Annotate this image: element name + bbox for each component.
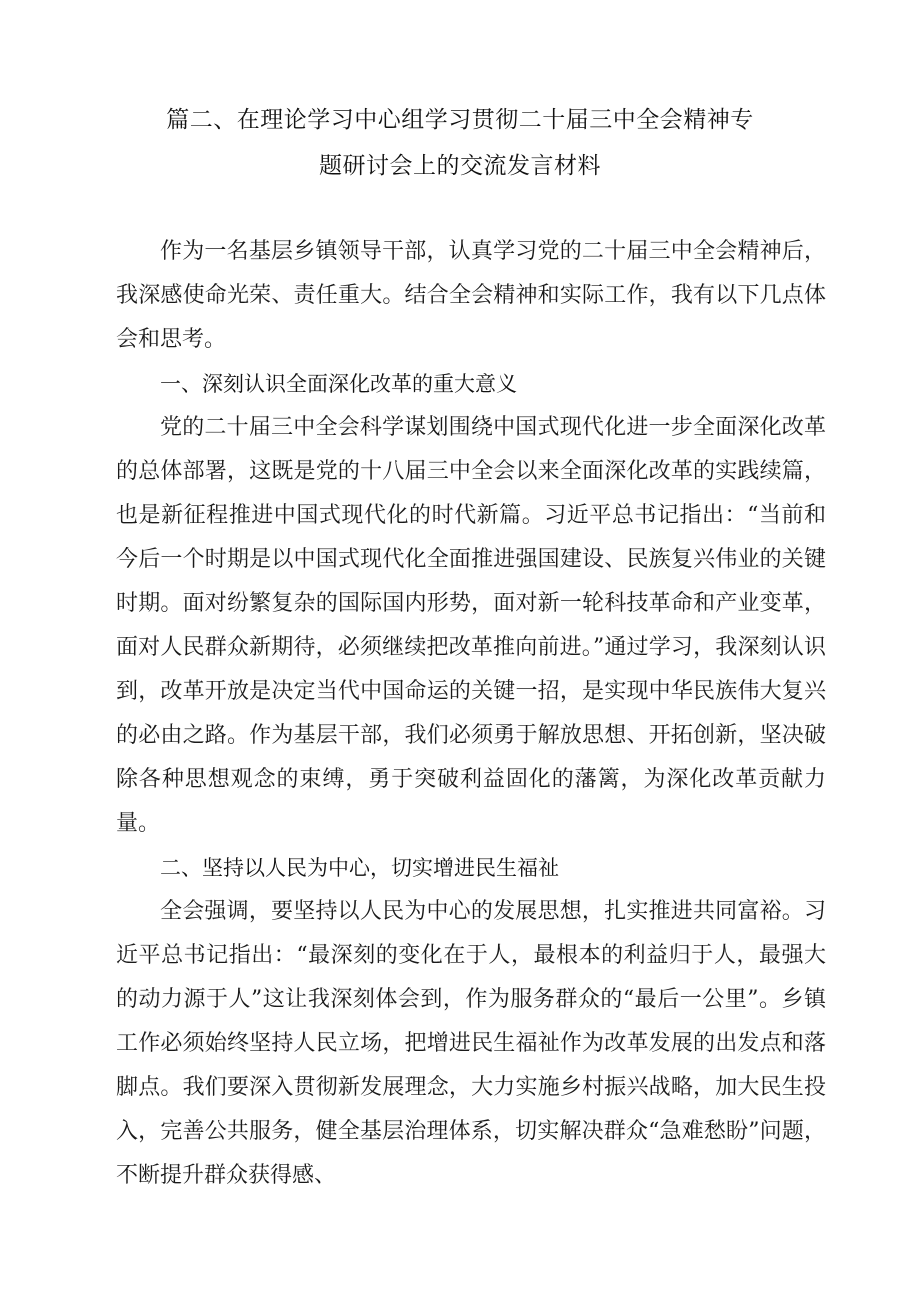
title-line-1: 篇二、在理论学习中心组学习贯彻二十届三中全会精神专 bbox=[166, 107, 754, 133]
document-title bbox=[110, 97, 810, 189]
section-1-heading: 一、深刻认识全面深化改革的重大意义 bbox=[160, 372, 517, 396]
section-2-paragraph: 全会强调，要坚持以人民为中心的发展思想，扎实推进共同富裕。习近平总书记指出：“最深刻的变化在于人，最根本的利益归于人，最强大的动力源于人”这让我深刻体会到，作为服务群众的“最后一公里”。乡镇工作必须始终坚持人民立场，把增进民生福祉作为改革发展的出发点和落脚点。我们要深入贯彻新发展理念，大力实施乡村振兴战略，加大民生投入，完善公共服务，健全基层治理体系，切实解决群众“急难愁盼”问题，不断提升群众获得感、 bbox=[116, 899, 826, 1188]
section-2-heading: 二、坚持以人民为中心，切实增进民生福祉 bbox=[160, 856, 559, 880]
document-body bbox=[116, 230, 826, 1198]
intro-paragraph: 作为一名基层乡镇领导干部，认真学习党的二十届三中全会精神后，我深感使命光荣、责任重大。结合全会精神和实际工作，我有以下几点体会和思考。 bbox=[116, 239, 826, 352]
section-1-paragraph: 党的二十届三中全会科学谋划围绕中国式现代化进一步全面深化改革的总体部署，这既是党的十八届三中全会以来全面深化改革的实践续篇，也是新征程推进中国式现代化的时代新篇。习近平总书记指出：“当前和今后一个时期是以中国式现代化全面推进强国建设、民族复兴伟业的关键时期。面对纷繁复杂的国际国内形势，面对新一轮科技革命和产业变革，面对人民群众新期待，必须继续把改革推向前进。”通过学习，我深刻认识到，改革开放是决定当代中国命运的关键一招，是实现中华民族伟大复兴的必由之路。作为基层干部，我们必须勇于解放思想、开拓创新，坚决破除各种思想观念的束缚，勇于突破利益固化的藩篱，为深化改革贡献力量。 bbox=[116, 415, 826, 836]
title-line-2: 题研讨会上的交流发言材料 bbox=[319, 153, 601, 179]
